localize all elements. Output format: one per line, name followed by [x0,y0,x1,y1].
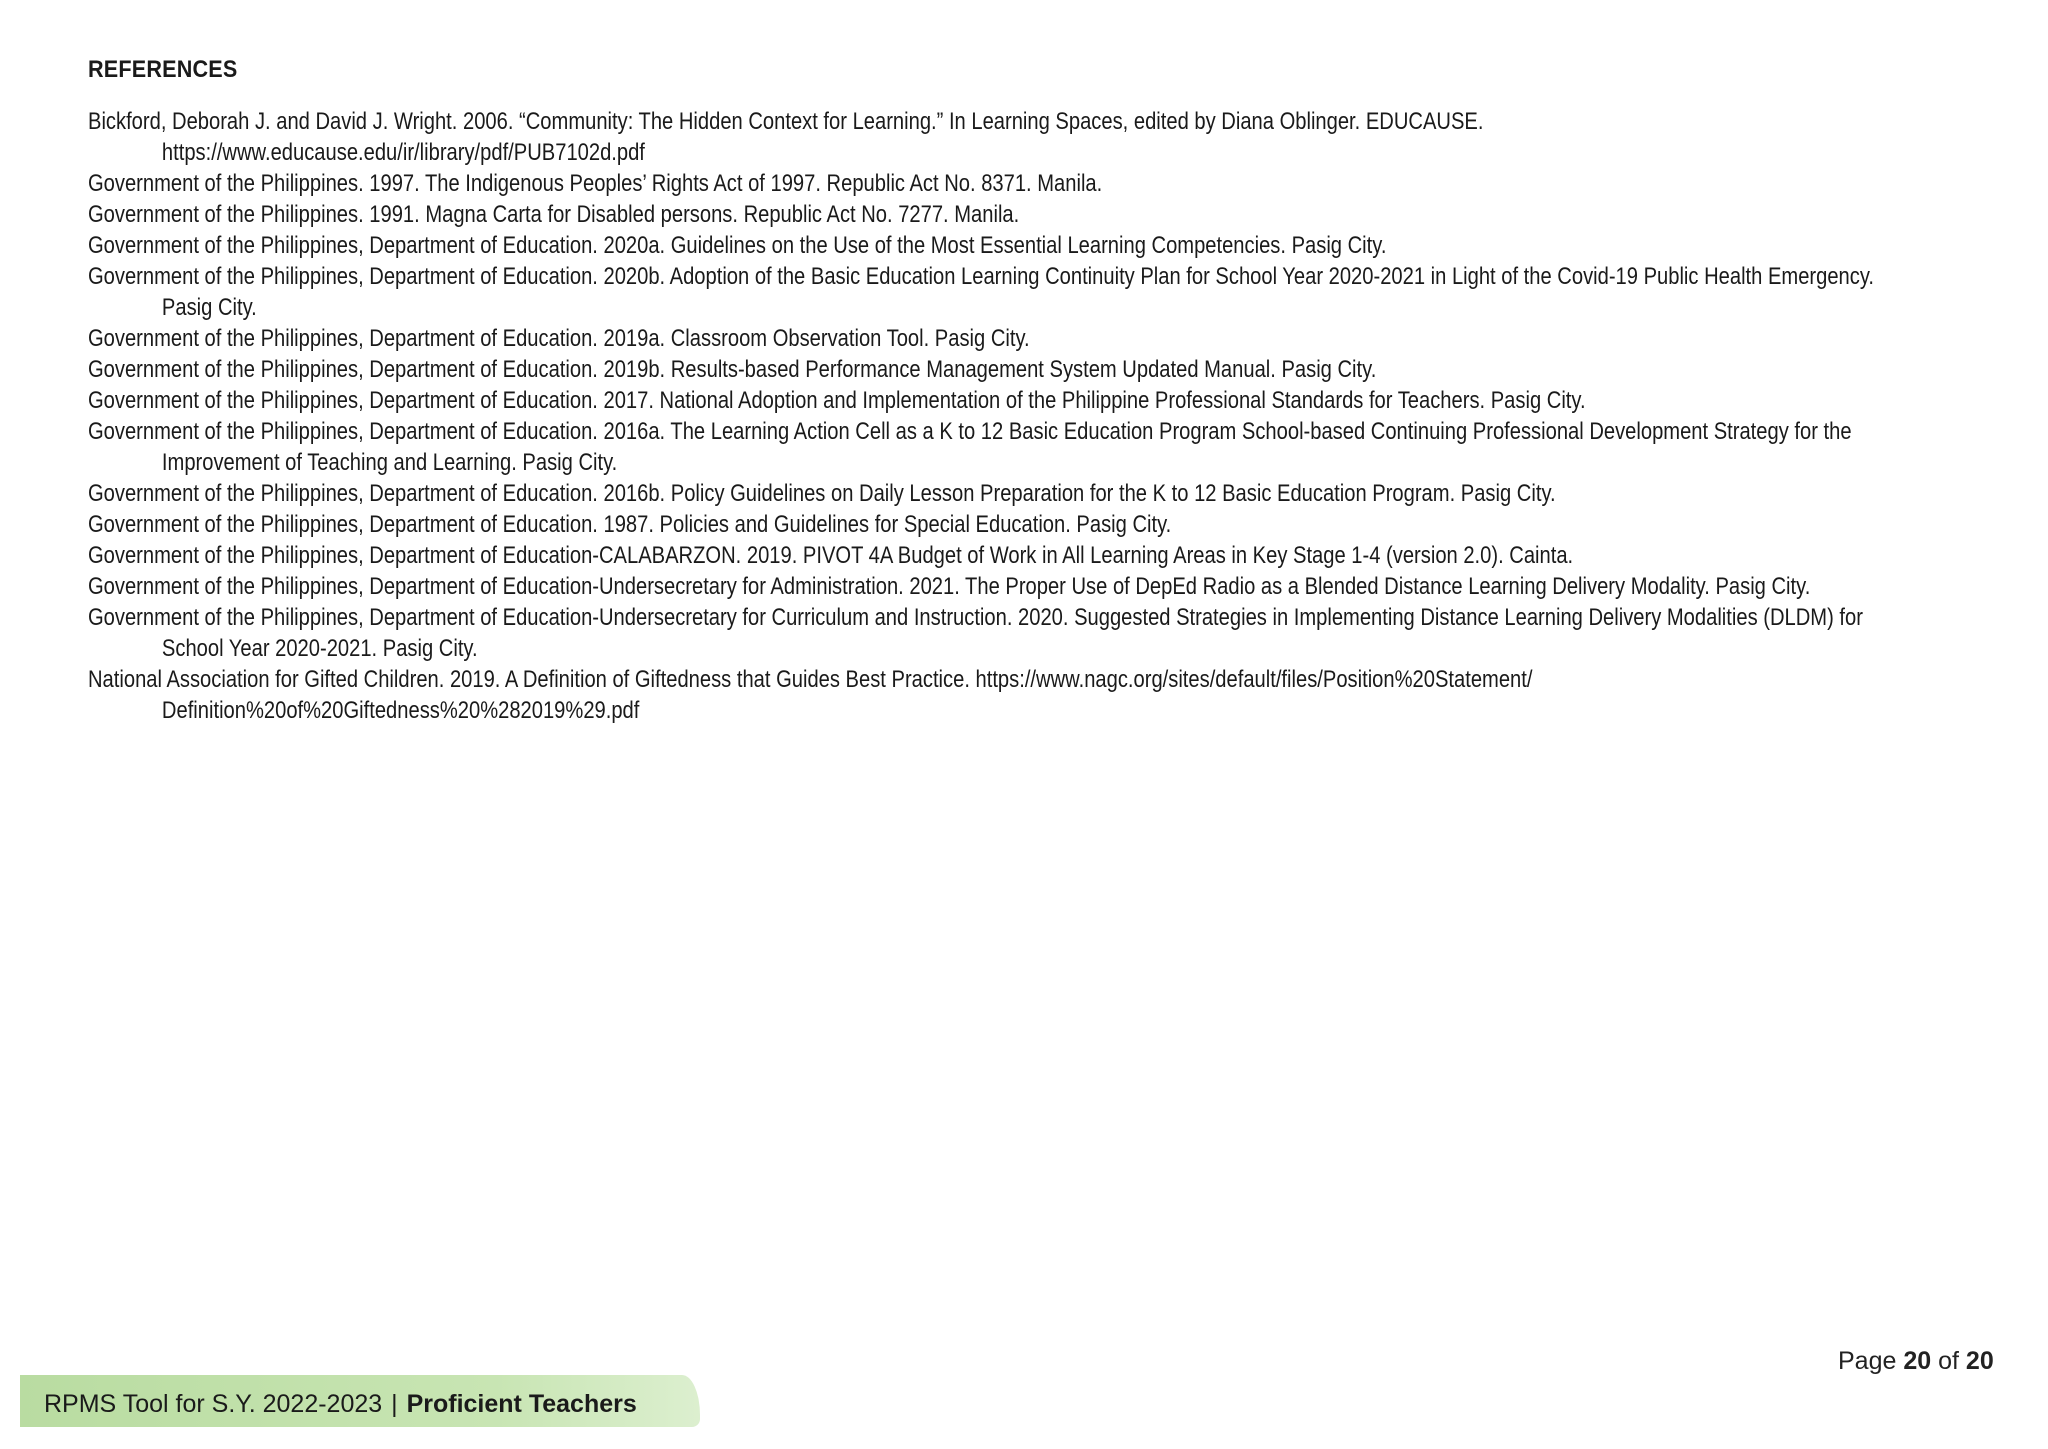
references-heading: REFERENCES [88,56,238,83]
reference-entry: Government of the Philippines. 1997. The Indigenous Peoples’ Rights Act of 1997. Republic Act No. 8371. Manila. [88,170,1103,197]
page-number-current: 20 [1903,1347,1932,1375]
reference-entry: Bickford, Deborah J. and David J. Wright. 2006. “Community: The Hidden Context for Learning.” In Learning Spaces, edited by Diana Oblinger. EDUCAUSE. https://www.educause.edu/ir/library/pdf/PUB7102d.pdf [88,108,1484,166]
reference-entry: Government of the Philippines, Department of Education. 2019b. Results-based Performance Management System Updated Manual. Pasig City. [88,356,1377,383]
page-number-total: 20 [1965,1347,1994,1375]
footer-label [44,1390,637,1419]
page-number-prefix: Page [1838,1347,1897,1375]
reference-entry: Government of the Philippines, Department of Education-Undersecretary for Curriculum and Instruction. 2020. Suggested Strategies in Implementing Distance Learning Delivery Modalities (DLDM) for School Year 2020-2021. Pasig City. [88,604,1863,662]
reference-entry: Government of the Philippines, Department of Education. 1987. Policies and Guidelines for Special Education. Pasig City. [88,511,1172,538]
reference-entry: Government of the Philippines, Department of Education. 2019a. Classroom Observation Tool. Pasig City. [88,325,1030,352]
footer-emphasis: Proficient Teachers [406,1390,637,1418]
reference-entry: National Association for Gifted Children. 2019. A Definition of Giftedness that Guides Best Practice. https://www.nagc.org/sites/default/files/Position%20Statement/ Definition%20of%20Giftedness%20%282019%29.pdf [88,666,1533,724]
reference-entry: Government of the Philippines, Department of Education. 2020b. Adoption of the Basic Education Learning Continuity Plan for School Year 2020-2021 in Light of the Covid-19 Public Health Emergency. Pasig City. [88,263,1875,321]
reference-entry: Government of the Philippines, Department of Education. 2016b. Policy Guidelines on Daily Lesson Preparation for the K to 12 Basic Education Program. Pasig City. [88,480,1556,507]
footer-separator: | [391,1390,398,1418]
references-list [88,106,1923,726]
reference-entry: Government of the Philippines, Department of Education. 2020a. Guidelines on the Use of the Most Essential Learning Competencies. Pasig City. [88,232,1387,259]
page-number [1838,1347,1994,1376]
reference-entry: Government of the Philippines, Department of Education-CALABARZON. 2019. PIVOT 4A Budget of Work in All Learning Areas in Key Stage 1-4 (version 2.0). Cainta. [88,542,1574,569]
reference-entry: Government of the Philippines. 1991. Magna Carta for Disabled persons. Republic Act No. 7277. Manila. [88,201,1020,228]
reference-entry: Government of the Philippines, Department of Education. 2017. National Adoption and Implementation of the Philippine Professional Standards for Teachers. Pasig City. [88,387,1586,414]
reference-entry: Government of the Philippines, Department of Education. 2016a. The Learning Action Cell as a K to 12 Basic Education Program School-based Continuing Professional Development Strategy for the Improvement of Teaching and Learning. Pasig City. [88,418,1852,476]
reference-entry: Government of the Philippines, Department of Education-Undersecretary for Administration. 2021. The Proper Use of DepEd Radio as a Blended Distance Learning Delivery Modality. Pasig City. [88,573,1811,600]
page-number-of: of [1938,1347,1959,1375]
footer-title: RPMS Tool for S.Y. 2022-2023 [44,1390,383,1418]
